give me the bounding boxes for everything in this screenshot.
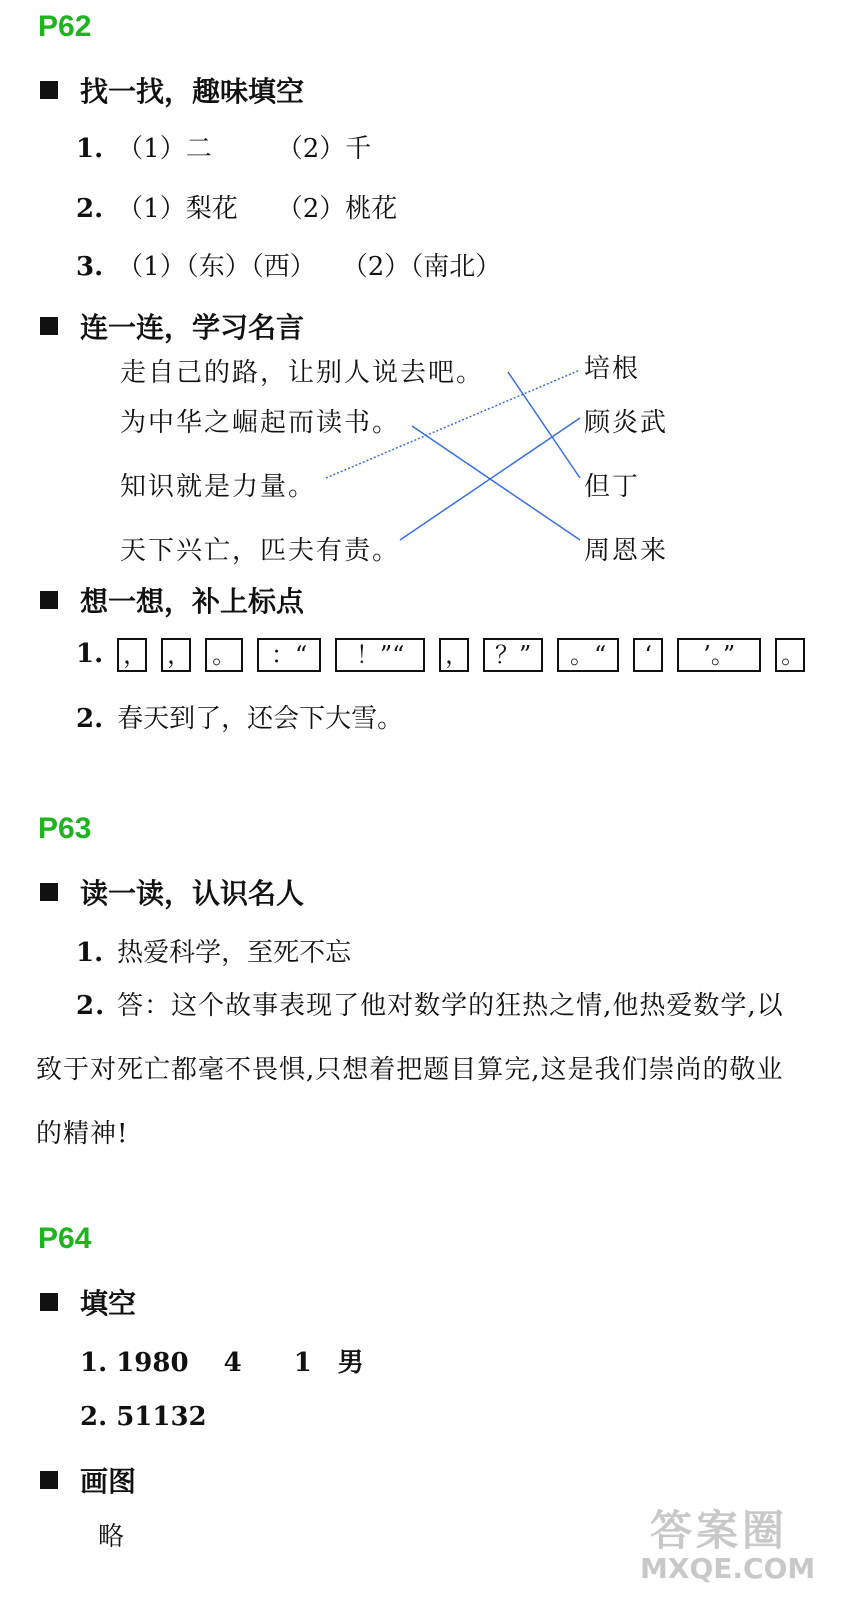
- page-label-p62: P62: [38, 10, 92, 43]
- square-bullet-icon: [40, 1471, 58, 1489]
- punct-box-5: ！”“: [335, 638, 425, 672]
- quote-left-1: 走自己的路，让别人说去吧。: [120, 358, 485, 388]
- fill-line-1: 1. 1980 4 1 男: [80, 1348, 364, 1378]
- quote-left-4: 天下兴亡，匹夫有责。: [120, 536, 401, 566]
- quote-left-3: 知识就是力量。: [120, 472, 317, 502]
- punct-box-4: ：“: [257, 638, 321, 672]
- section-title-punctuation: 想一想，补上标点: [40, 580, 304, 620]
- punct-box-7: ？”: [483, 638, 543, 672]
- quote-left-2: 为中华之崛起而读书。: [120, 408, 401, 438]
- matching-lines: [0, 0, 848, 600]
- watermark-logo: 答案圈: [650, 1506, 789, 1555]
- answer-line-1: 1. （1）二 （2）千: [76, 134, 372, 164]
- punct-box-1: ，: [117, 638, 147, 672]
- author-right-4: 周恩来: [584, 536, 669, 566]
- punct-box-11: 。: [775, 638, 805, 672]
- punct-box-6: ，: [439, 638, 469, 672]
- punct-box-10: ’。”: [677, 638, 761, 672]
- square-bullet-icon: [40, 591, 58, 609]
- section-title-match-quotes: 连一连，学习名言: [40, 306, 304, 346]
- page-label-p63: P63: [38, 812, 92, 845]
- famous-line-1: 1. 热爱科学，至死不忘: [76, 938, 352, 968]
- famous-paragraph: 2. 答：这个故事表现了他对数学的狂热之情,他热爱数学,以致于对死亡都毫不畏惧,只想着把题目算完,这是我们崇尚的敬业的精神!: [36, 991, 784, 1149]
- section-title-fill: 填空: [40, 1282, 136, 1322]
- punct-box-2: ，: [161, 638, 191, 672]
- draw-answer: 略: [98, 1522, 125, 1552]
- match-line-2: [412, 426, 580, 540]
- punct-box-3: 。: [205, 638, 243, 672]
- section-title-fill-blanks: 找一找，趣味填空: [40, 70, 304, 110]
- answer-line-2: 2. （1）梨花 （2）桃花: [76, 194, 398, 224]
- fill-line-2: 2. 51132: [80, 1402, 207, 1432]
- section-title-draw: 画图: [40, 1460, 136, 1500]
- author-right-1: 培根: [584, 354, 641, 384]
- punct-box-8: 。“: [557, 638, 619, 672]
- punctuation-row: 1. ， ， 。 ：“ ！”“ ， ？” 。“ ‘ ’。” 。: [76, 638, 805, 672]
- watermark-url: MXQE.COM: [640, 1552, 816, 1585]
- punctuation-line-2: 2. 春天到了，还会下大雪。: [76, 704, 404, 734]
- answer-line-3: 3. （1）（东）（西） （2）（南北）: [76, 252, 502, 282]
- author-right-2: 顾炎武: [584, 408, 669, 438]
- author-right-3: 但丁: [584, 472, 641, 502]
- section-title-read-famous: 读一读，认识名人: [40, 872, 304, 912]
- square-bullet-icon: [40, 883, 58, 901]
- page-label-p64: P64: [38, 1222, 92, 1255]
- square-bullet-icon: [40, 1293, 58, 1311]
- match-line-3: [326, 370, 580, 478]
- punct-box-9: ‘: [633, 638, 663, 672]
